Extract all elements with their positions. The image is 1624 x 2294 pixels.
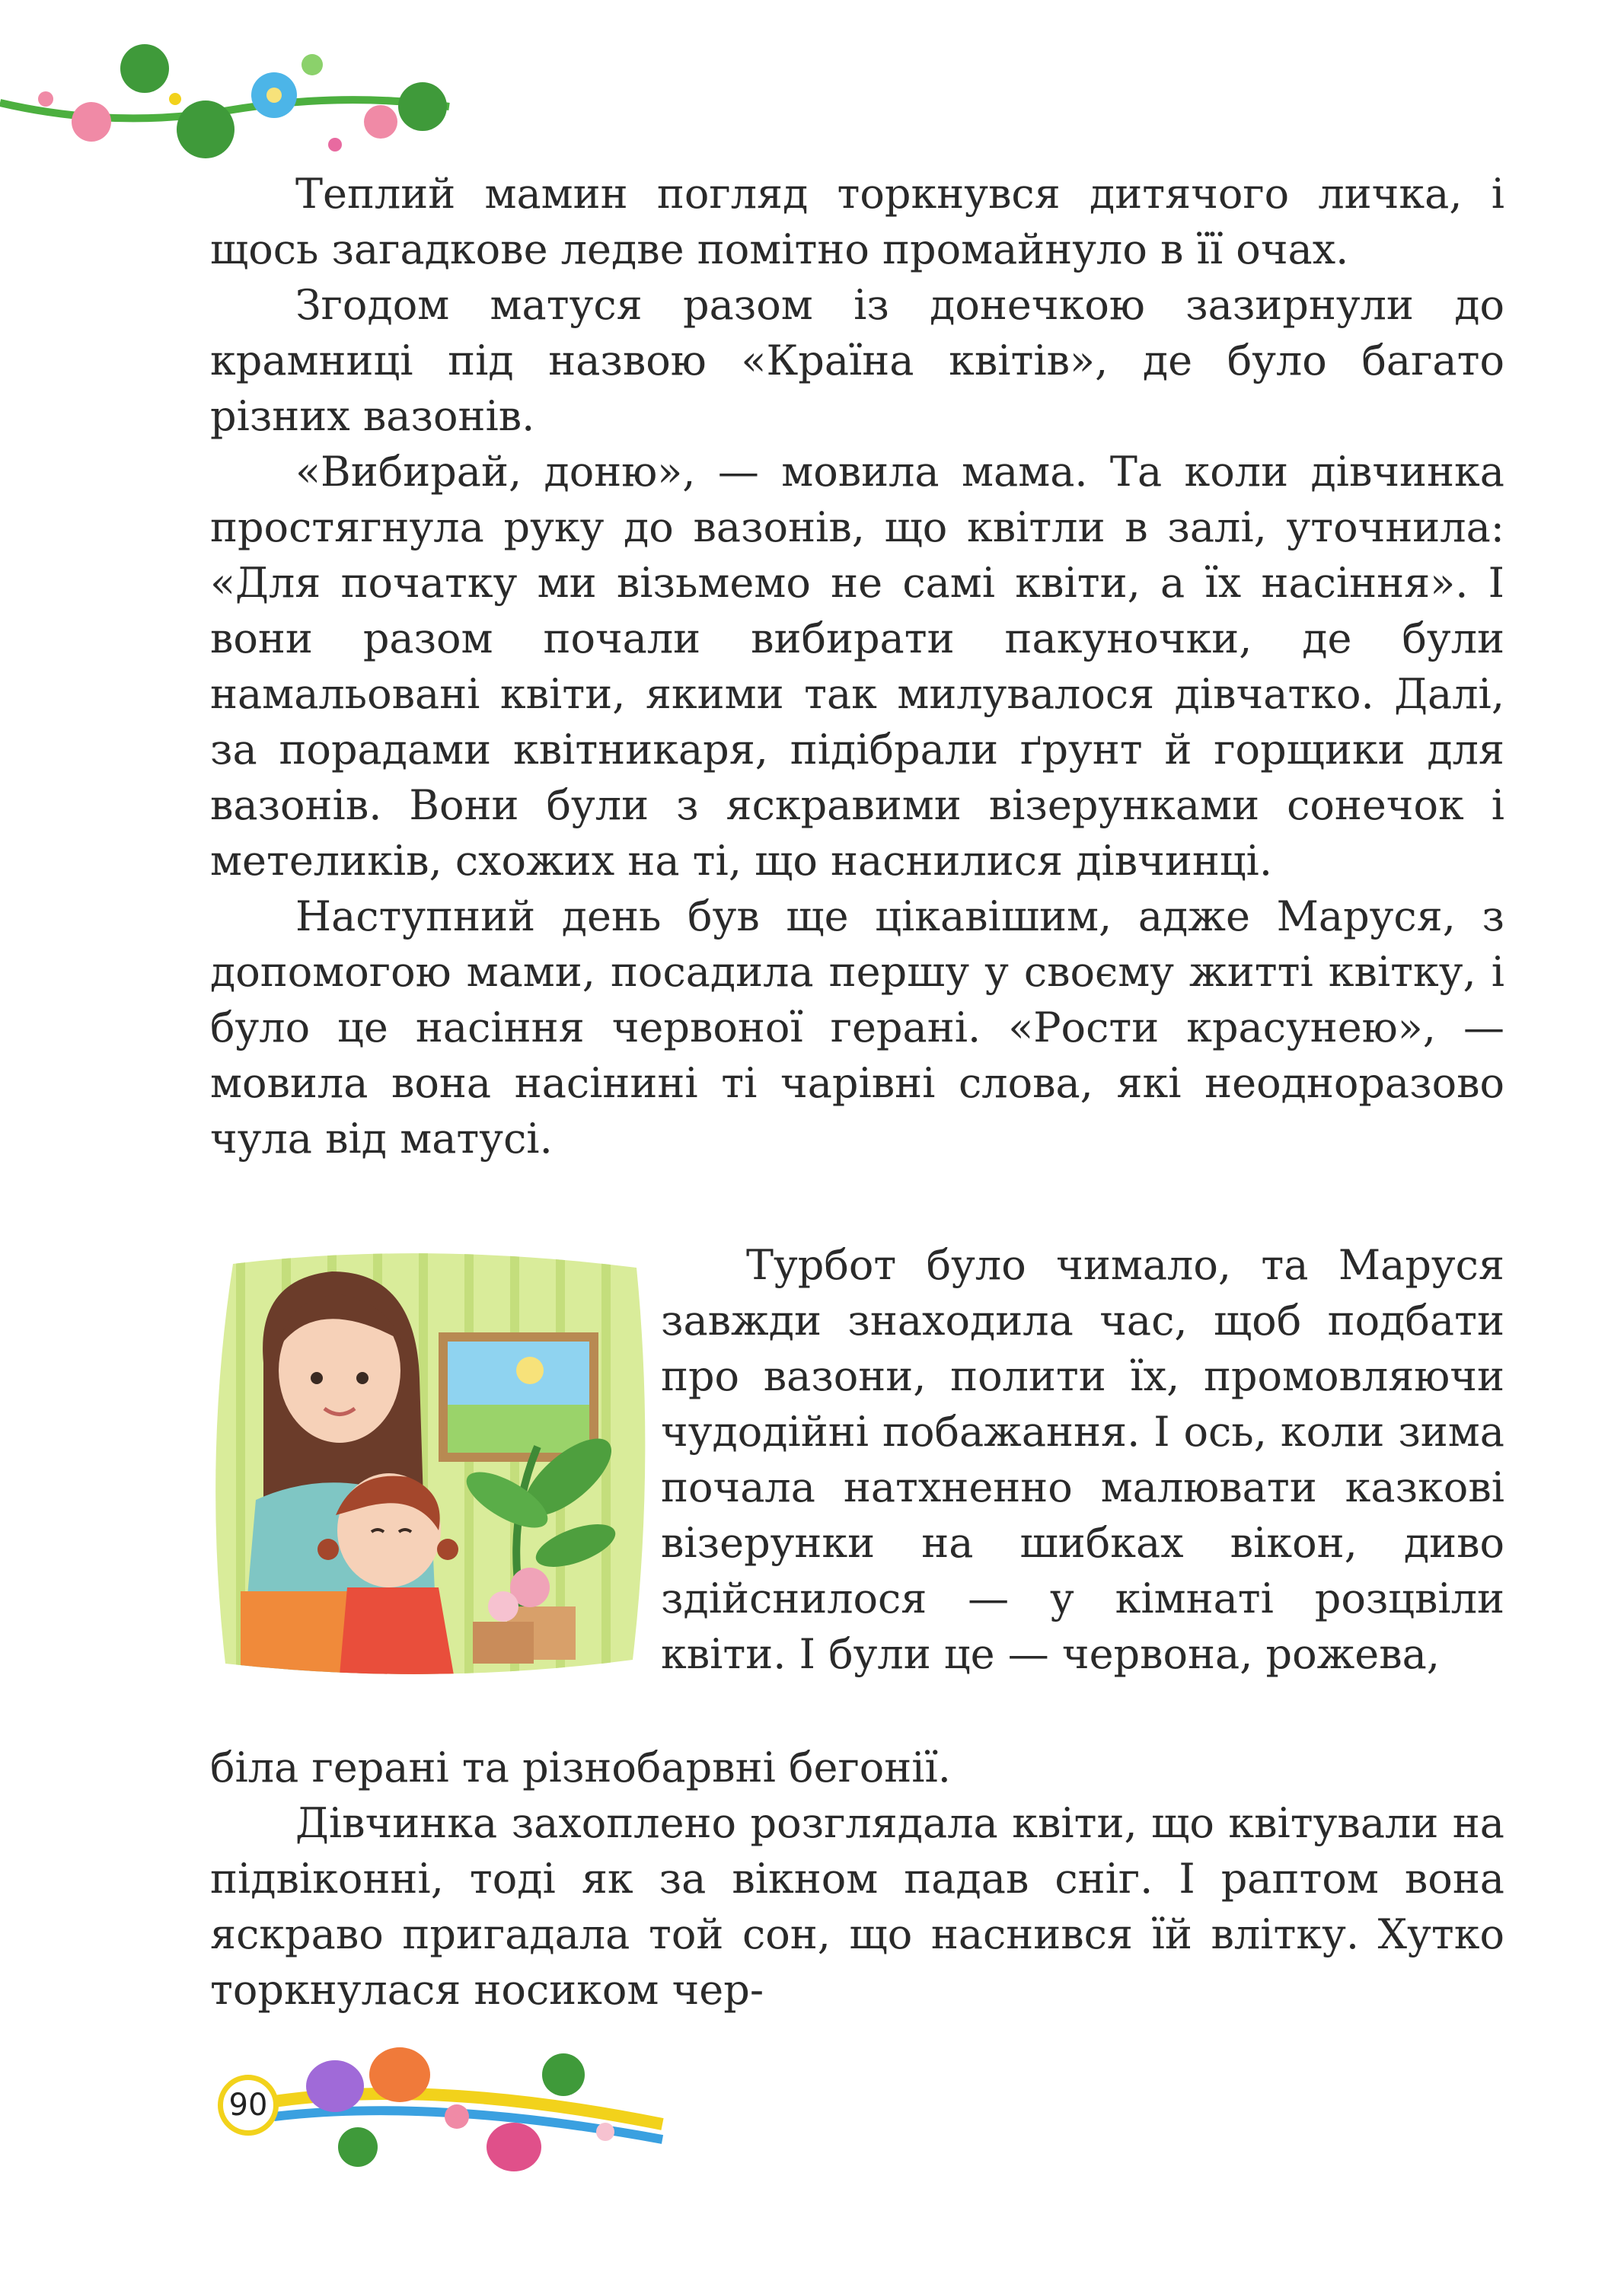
text-block-bottom xyxy=(210,1740,1504,2018)
page-number: 90 xyxy=(228,2088,268,2123)
paragraph: Згодом матуся разом із донечкою зазирнули до крамниці під назвою «Країна квітів», де було багато різних вазонів. xyxy=(210,281,1504,440)
paragraph: Турбот було чимало, та Маруся завжди знаходила час, щоб подбати про вазони, полити їх, промовляючи чудодійні побажання. І ось, коли зима почала натхненно малювати казкові візерунки на шибках вікон, диво здійснилося — у кімнаті розцвіли квіти. І були це — червона, рожева, xyxy=(661,1241,1504,1678)
paragraph: «Вибирай, доню», — мовила мама. Та коли дівчинка простягнула руку до вазонів, що квітли в залі, уточнила: «Для початку ми візьмемо не самі квіти, а їх насіння». І вони разом почали вибирати пакуночки, де були намальовані квіти, якими так милувалося дівчатко. Далі, за порадами квітникаря, підібрали ґрунт й горщики для вазонів. Вони були з яскравими візерунками сонечок і метеликів, схожих на ті, що наснилися дівчинці. xyxy=(210,448,1504,885)
paragraph: Дівчинка захоплено розглядала квіти, що квітували на підвіконні, тоді як за вікном падав сніг. І раптом вона яскраво пригадала той сон, що наснився їй влітку. Хутко торкнулася носиком чер- xyxy=(210,1799,1504,2014)
flower-garland-top xyxy=(0,23,457,175)
paragraph-continuation: біла герані та різнобарвні бегонії. xyxy=(210,1744,951,1791)
text-block-top xyxy=(210,166,1504,1166)
mother-daughter-illustration xyxy=(210,1249,648,1675)
paragraph: Наступний день був ще цікавішим, адже Маруся, з допомогою мами, посадила першу у своєму житті квітку, і було це насіння червоної герані. «Рости красунею», — мовила вона насінині ті чарівні слова, які неодноразово чула від матусі. xyxy=(210,892,1504,1163)
page-number-badge xyxy=(218,2075,279,2136)
paragraph: Теплий мамин погляд торкнувся дитячого личка, і щось загадкове ледве помітно промайнуло в її очах. xyxy=(210,170,1504,273)
text-block-wrap xyxy=(661,1237,1504,1682)
